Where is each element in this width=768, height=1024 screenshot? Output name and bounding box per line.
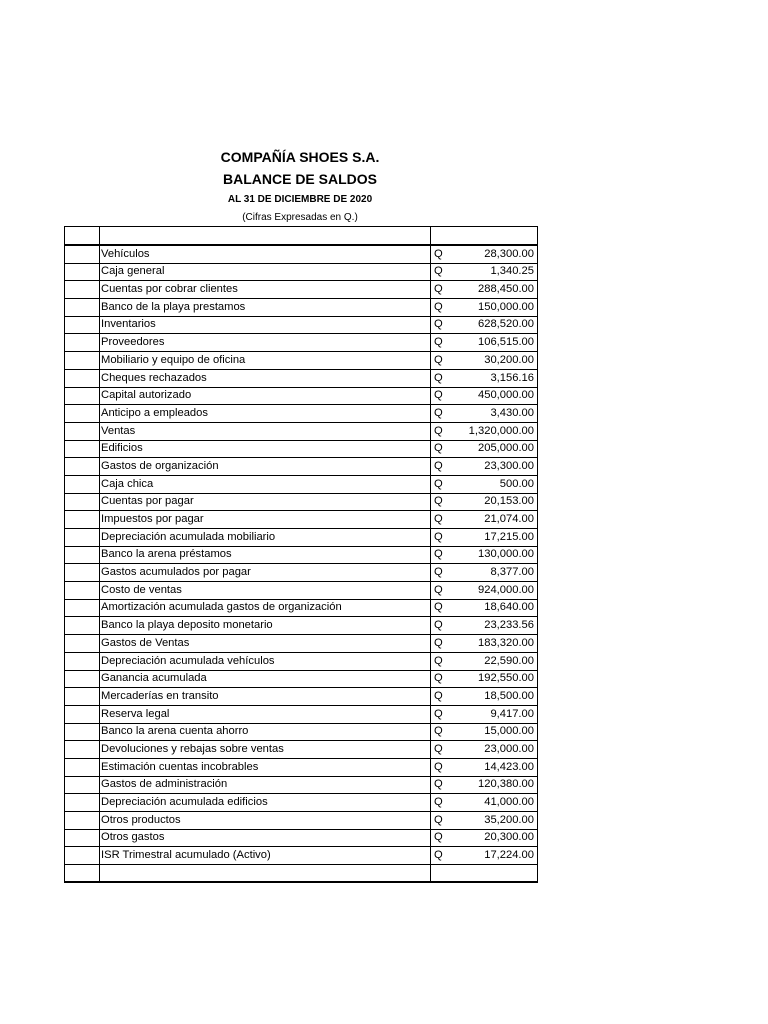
- currency-symbol: Q: [431, 652, 461, 670]
- amount: 205,000.00: [461, 440, 538, 458]
- currency-symbol: Q: [431, 475, 461, 493]
- account-name: Cheques rechazados: [100, 369, 431, 387]
- row-index-cell: [65, 387, 100, 405]
- amount: 23,000.00: [461, 741, 538, 759]
- account-name: Gastos de administración: [100, 776, 431, 794]
- table-row: [65, 299, 538, 317]
- footer-cell: [65, 865, 100, 883]
- header-cell: [65, 227, 100, 246]
- header-cell: [461, 227, 538, 246]
- amount: 150,000.00: [461, 299, 538, 317]
- report-date: AL 31 DE DICIEMBRE DE 2020: [227, 194, 373, 205]
- table-row: [65, 511, 538, 529]
- header-cell: [100, 227, 431, 246]
- account-name: Inventarios: [100, 316, 431, 334]
- amount: 8,377.00: [461, 564, 538, 582]
- table-row: [65, 794, 538, 812]
- row-index-cell: [65, 723, 100, 741]
- account-name: Depreciación acumulada mobiliario: [100, 529, 431, 547]
- currency-symbol: Q: [431, 281, 461, 299]
- amount: 1,340.25: [461, 263, 538, 281]
- account-name: Devoluciones y rebajas sobre ventas: [100, 741, 431, 759]
- row-index-cell: [65, 458, 100, 476]
- account-name: Capital autorizado: [100, 387, 431, 405]
- account-name: ISR Trimestral acumulado (Activo): [100, 847, 431, 865]
- currency-symbol: Q: [431, 422, 461, 440]
- currency-symbol: Q: [431, 334, 461, 352]
- currency-symbol: Q: [431, 741, 461, 759]
- table-row: [65, 405, 538, 423]
- table-row: [65, 812, 538, 830]
- account-name: Cuentas por cobrar clientes: [100, 281, 431, 299]
- account-name: Mobiliario y equipo de oficina: [100, 352, 431, 370]
- amount: 22,590.00: [461, 652, 538, 670]
- amount: 628,520.00: [461, 316, 538, 334]
- currency-symbol: Q: [431, 387, 461, 405]
- row-index-cell: [65, 741, 100, 759]
- currency-symbol: Q: [431, 440, 461, 458]
- amount: 14,423.00: [461, 758, 538, 776]
- table-header-row: [65, 227, 538, 246]
- table-row: [65, 316, 538, 334]
- table-row: [65, 670, 538, 688]
- amount: 18,500.00: [461, 688, 538, 706]
- table-row: [65, 582, 538, 600]
- account-name: Otros gastos: [100, 829, 431, 847]
- amount: 924,000.00: [461, 582, 538, 600]
- account-name: Proveedores: [100, 334, 431, 352]
- currency-symbol: Q: [431, 405, 461, 423]
- currency-symbol: Q: [431, 758, 461, 776]
- account-name: Banco la arena préstamos: [100, 546, 431, 564]
- row-index-cell: [65, 352, 100, 370]
- amount: 23,300.00: [461, 458, 538, 476]
- row-index-cell: [65, 422, 100, 440]
- currency-symbol: Q: [431, 458, 461, 476]
- amount: 3,156.16: [461, 369, 538, 387]
- amount: 41,000.00: [461, 794, 538, 812]
- currency-symbol: Q: [431, 776, 461, 794]
- account-name: Banco la playa deposito monetario: [100, 617, 431, 635]
- table-row: [65, 723, 538, 741]
- row-index-cell: [65, 334, 100, 352]
- currency-symbol: Q: [431, 670, 461, 688]
- account-name: Reserva legal: [100, 705, 431, 723]
- row-index-cell: [65, 776, 100, 794]
- currency-symbol: Q: [431, 723, 461, 741]
- table-row: [65, 688, 538, 706]
- amount: 288,450.00: [461, 281, 538, 299]
- table-row: [65, 829, 538, 847]
- row-index-cell: [65, 405, 100, 423]
- row-index-cell: [65, 758, 100, 776]
- amount: 1,320,000.00: [461, 422, 538, 440]
- table-row: [65, 652, 538, 670]
- currency-note: (Cifras Expresadas en Q.): [242, 212, 358, 223]
- account-name: Gastos acumulados por pagar: [100, 564, 431, 582]
- row-index-cell: [65, 475, 100, 493]
- account-name: Impuestos por pagar: [100, 511, 431, 529]
- amount: 23,233.56: [461, 617, 538, 635]
- report-title: BALANCE DE SALDOS: [222, 171, 377, 187]
- currency-symbol: Q: [431, 546, 461, 564]
- account-name: Vehículos: [100, 245, 431, 263]
- currency-symbol: Q: [431, 617, 461, 635]
- table-footer-row: [65, 865, 538, 883]
- currency-symbol: Q: [431, 564, 461, 582]
- table-row: [65, 599, 538, 617]
- table-row: [65, 741, 538, 759]
- row-index-cell: [65, 847, 100, 865]
- currency-symbol: Q: [431, 352, 461, 370]
- footer-cell: [461, 865, 538, 883]
- amount: 9,417.00: [461, 705, 538, 723]
- row-index-cell: [65, 546, 100, 564]
- footer-cell: [100, 865, 431, 883]
- table-row: [65, 334, 538, 352]
- amount: 30,200.00: [461, 352, 538, 370]
- amount: 192,550.00: [461, 670, 538, 688]
- account-name: Costo de ventas: [100, 582, 431, 600]
- currency-symbol: Q: [431, 245, 461, 263]
- company-name: COMPAÑÍA SHOES S.A.: [220, 149, 380, 165]
- table-row: [65, 705, 538, 723]
- row-index-cell: [65, 812, 100, 830]
- currency-symbol: Q: [431, 705, 461, 723]
- currency-symbol: Q: [431, 794, 461, 812]
- account-name: Ganancia acumulada: [100, 670, 431, 688]
- amount: 17,215.00: [461, 529, 538, 547]
- currency-symbol: Q: [431, 847, 461, 865]
- account-name: Ventas: [100, 422, 431, 440]
- currency-symbol: Q: [431, 299, 461, 317]
- table-row: [65, 758, 538, 776]
- table-row: [65, 475, 538, 493]
- amount: 120,380.00: [461, 776, 538, 794]
- table-row: [65, 546, 538, 564]
- row-index-cell: [65, 493, 100, 511]
- row-index-cell: [65, 794, 100, 812]
- table-row: [65, 281, 538, 299]
- account-name: Banco de la playa prestamos: [100, 299, 431, 317]
- table-row: [65, 529, 538, 547]
- table-row: [65, 387, 538, 405]
- account-name: Caja chica: [100, 475, 431, 493]
- account-name: Caja general: [100, 263, 431, 281]
- currency-symbol: Q: [431, 635, 461, 653]
- currency-symbol: Q: [431, 369, 461, 387]
- footer-cell: [431, 865, 461, 883]
- table-row: [65, 369, 538, 387]
- account-name: Edificios: [100, 440, 431, 458]
- table-row: [65, 245, 538, 263]
- row-index-cell: [65, 564, 100, 582]
- balance-table: [64, 226, 538, 883]
- account-name: Estimación cuentas incobrables: [100, 758, 431, 776]
- table-row: [65, 263, 538, 281]
- currency-symbol: Q: [431, 812, 461, 830]
- currency-symbol: Q: [431, 688, 461, 706]
- currency-symbol: Q: [431, 529, 461, 547]
- currency-symbol: Q: [431, 316, 461, 334]
- table-row: [65, 635, 538, 653]
- account-name: Banco la arena cuenta ahorro: [100, 723, 431, 741]
- account-name: Depreciación acumulada edificios: [100, 794, 431, 812]
- account-name: Cuentas por pagar: [100, 493, 431, 511]
- amount: 35,200.00: [461, 812, 538, 830]
- row-index-cell: [65, 316, 100, 334]
- amount: 130,000.00: [461, 546, 538, 564]
- row-index-cell: [65, 281, 100, 299]
- amount: 183,320.00: [461, 635, 538, 653]
- table-row: [65, 493, 538, 511]
- account-name: Otros productos: [100, 812, 431, 830]
- row-index-cell: [65, 652, 100, 670]
- table-row: [65, 564, 538, 582]
- table-row: [65, 352, 538, 370]
- currency-symbol: Q: [431, 511, 461, 529]
- row-index-cell: [65, 635, 100, 653]
- amount: 500.00: [461, 475, 538, 493]
- amount: 3,430.00: [461, 405, 538, 423]
- currency-symbol: Q: [431, 599, 461, 617]
- row-index-cell: [65, 599, 100, 617]
- row-index-cell: [65, 369, 100, 387]
- row-index-cell: [65, 245, 100, 263]
- row-index-cell: [65, 529, 100, 547]
- account-name: Anticipo a empleados: [100, 405, 431, 423]
- row-index-cell: [65, 511, 100, 529]
- table-row: [65, 617, 538, 635]
- table-row: [65, 458, 538, 476]
- amount: 18,640.00: [461, 599, 538, 617]
- row-index-cell: [65, 705, 100, 723]
- account-name: Gastos de Ventas: [100, 635, 431, 653]
- table-row: [65, 440, 538, 458]
- amount: 20,300.00: [461, 829, 538, 847]
- row-index-cell: [65, 688, 100, 706]
- table-row: [65, 847, 538, 865]
- account-name: Depreciación acumulada vehículos: [100, 652, 431, 670]
- row-index-cell: [65, 440, 100, 458]
- account-name: Gastos de organización: [100, 458, 431, 476]
- amount: 15,000.00: [461, 723, 538, 741]
- row-index-cell: [65, 263, 100, 281]
- currency-symbol: Q: [431, 829, 461, 847]
- amount: 20,153.00: [461, 493, 538, 511]
- row-index-cell: [65, 617, 100, 635]
- row-index-cell: [65, 670, 100, 688]
- table-row: [65, 776, 538, 794]
- currency-symbol: Q: [431, 493, 461, 511]
- header-cell: [431, 227, 461, 246]
- table-row: [65, 422, 538, 440]
- account-name: Mercaderías en transito: [100, 688, 431, 706]
- amount: 450,000.00: [461, 387, 538, 405]
- currency-symbol: Q: [431, 582, 461, 600]
- row-index-cell: [65, 829, 100, 847]
- amount: 106,515.00: [461, 334, 538, 352]
- row-index-cell: [65, 582, 100, 600]
- account-name: Amortización acumulada gastos de organización: [100, 599, 431, 617]
- amount: 17,224.00: [461, 847, 538, 865]
- row-index-cell: [65, 299, 100, 317]
- amount: 21,074.00: [461, 511, 538, 529]
- amount: 28,300.00: [461, 245, 538, 263]
- currency-symbol: Q: [431, 263, 461, 281]
